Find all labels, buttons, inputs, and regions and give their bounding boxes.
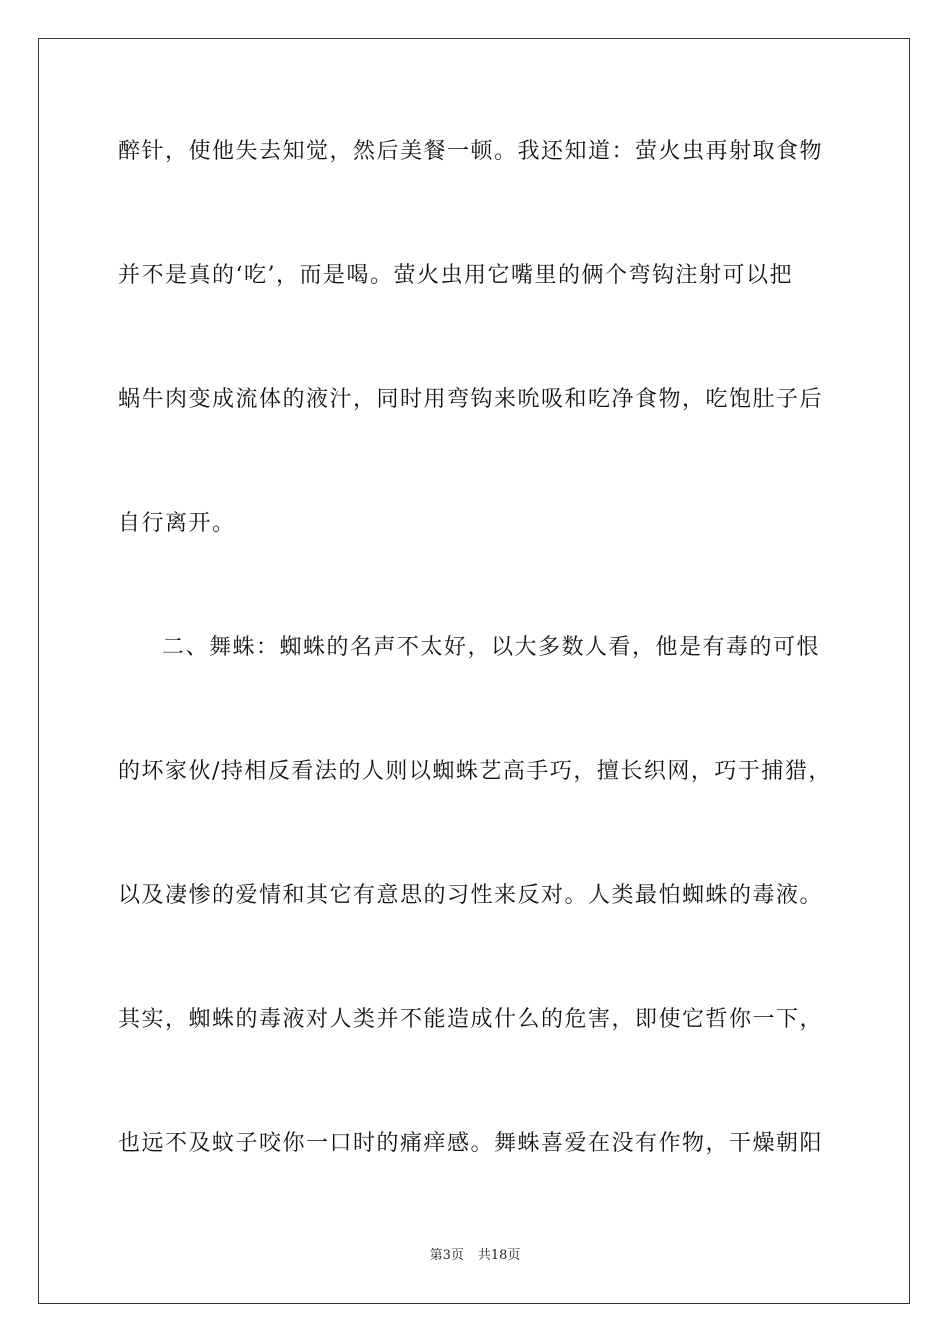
paragraph-line: 的坏家伙/持相反看法的人则以蜘蛛艺高手巧，擅长织网，巧于捕猎， xyxy=(118,759,832,784)
page-border xyxy=(38,38,910,1304)
paragraph-line: 并不是真的‘吃’，而是喝。萤火虫用它嘴里的俩个弯钩注射可以把 xyxy=(118,263,793,288)
page-total: 共18页 xyxy=(477,1248,521,1263)
page-footer xyxy=(0,1247,950,1265)
page-number: 第3页 xyxy=(429,1248,464,1263)
paragraph-line: 自行离开。 xyxy=(118,511,236,536)
paragraph-line: 蜗牛肉变成流体的液汁，同时用弯钩来吮吸和吃净食物，吃饱肚子后 xyxy=(118,387,824,412)
paragraph-line: 二、舞蛛：蜘蛛的名声不太好，以大多数人看，他是有毒的可恨 xyxy=(162,635,821,660)
paragraph-line: 醉针，使他失去知觉，然后美餐一顿。我还知道：萤火虫再射取食物 xyxy=(118,139,824,164)
paragraph-line: 其实，蜘蛛的毒液对人类并不能造成什么的危害，即使它哲你一下， xyxy=(118,1007,824,1032)
paragraph-line: 以及凄惨的爱情和其它有意思的习性来反对。人类最怕蜘蛛的毒液。 xyxy=(118,883,824,908)
paragraph-line: 也远不及蚊子咬你一口时的痛痒感。舞蛛喜爱在没有作物，干燥朝阳 xyxy=(118,1131,824,1156)
